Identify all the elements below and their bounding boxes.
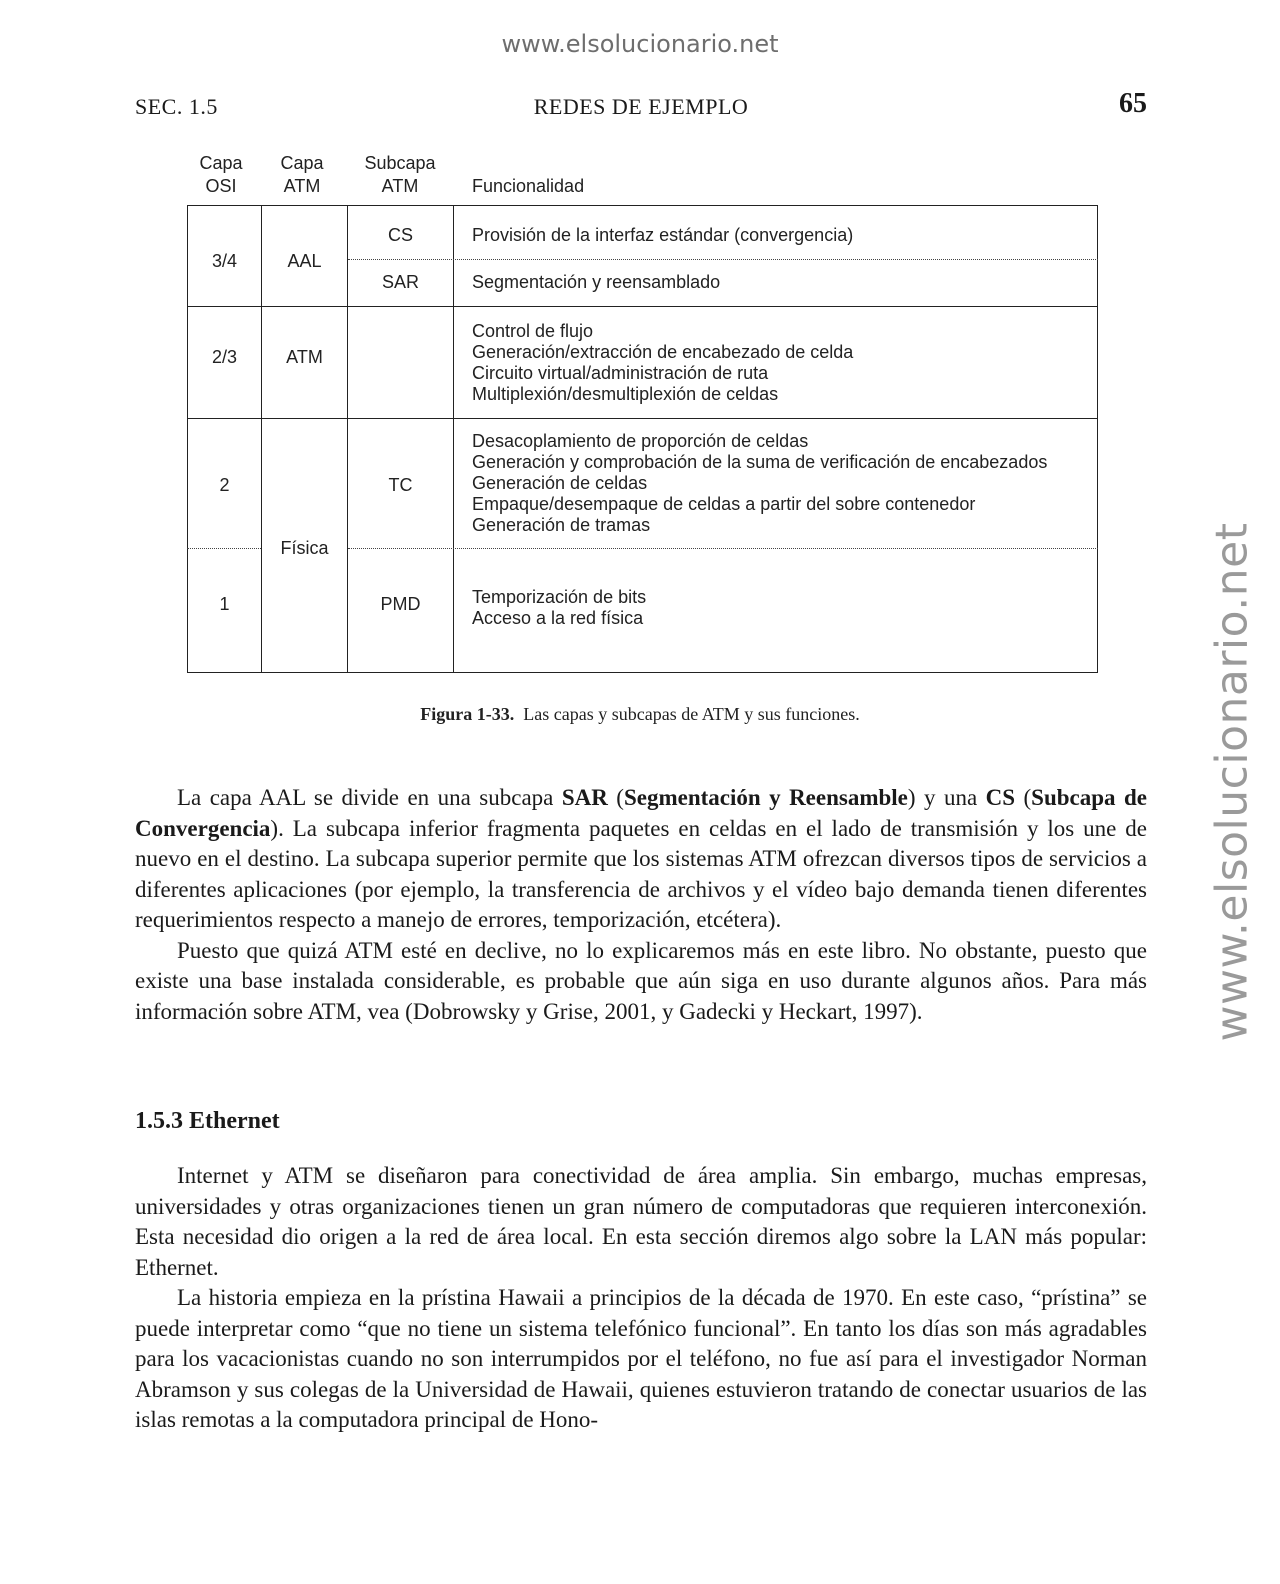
paragraph-hawaii-history: La historia empieza en la prístina Hawaii a principios de la década de 1970. En este caso, “prístina” se puede interpretar como “que no tiene un sistema telefónico funcional”. En tanto los días son más agradables para los vacacionistas cuando no son interrumpidos por el teléfono, no fue así para el investigador Norman Abramson y sus colegas de la Universidad de Hawaii, quienes estuvieron tratando de conectar usuarios de las islas remotas a la computadora principal de Hono- <box>135 1285 1147 1432</box>
table-col-divider-3 <box>453 205 454 673</box>
table-dotted-divider-phys <box>348 548 1098 549</box>
func-line: Generación y comprobación de la suma de verificación de encabezados <box>472 452 1048 472</box>
paragraph-aal <box>135 783 1147 936</box>
watermark-side: www.elsolucionario.net <box>1206 522 1258 1042</box>
cell-func-sar: Segmentación y reensamblado <box>472 272 721 292</box>
cell-func-pmd <box>472 587 646 629</box>
cell-osi-2: 2 <box>219 475 230 495</box>
p1-text-5: ). La subcapa inferior fragmenta paquetes en celdas en el lado de transmisión y los une de nuevo en el destino. La subcapa superior permite que los sistemas ATM ofrezcan diversos tipos de servicios a diferentes aplicaciones (por ejemplo, la transferencia de archivos y el vídeo bajo demanda tienen diferentes requerimientos respecto a manejo de errores, temporización, etcétera). <box>135 815 1147 932</box>
body-block-2 <box>135 1161 1147 1436</box>
func-line: Circuito virtual/administración de ruta <box>472 363 769 383</box>
table-dotted-divider-aal <box>348 259 1098 260</box>
table-row-divider-2 <box>187 418 1098 419</box>
p1-text-1: La capa AAL se divide en una subcapa <box>177 785 562 810</box>
running-head <box>135 90 1147 130</box>
header-capa-osi-line2: OSI <box>205 176 237 196</box>
p1-text-2: ( <box>607 785 624 810</box>
func-line: Temporización de bits <box>472 587 647 607</box>
term-sar-expansion: Segmentación y Reensamble <box>623 785 908 810</box>
func-line: Control de flujo <box>472 321 594 341</box>
header-capa-osi <box>186 152 256 198</box>
cell-atm-aal: AAL <box>287 251 322 271</box>
cell-atm-fisica: Física <box>280 538 329 558</box>
cell-sub-pmd: PMD <box>380 594 421 614</box>
func-line: Generación de tramas <box>472 515 651 535</box>
cell-sub-sar: SAR <box>381 272 419 292</box>
paragraph-atm-decline: Puesto que quizá ATM esté en declive, no lo explicaremos más en este libro. No obstante, puesto que existe una base instalada considerable, es probable que aún siga en uso durante algunos años. Para más información sobre ATM, vea (Dobrowsky y Grise, 2001, y Gadecki y Heckart, 1997). <box>135 937 1147 1024</box>
header-funcionalidad: Funcionalidad <box>472 176 585 196</box>
cell-osi-3-4: 3/4 <box>211 251 238 271</box>
func-line: Multiplexión/desmultiplexión de celdas <box>472 384 779 404</box>
cell-osi-2-3: 2/3 <box>211 347 238 367</box>
func-line: Generación/extracción de encabezado de celda <box>472 342 854 362</box>
p1-text-3: ) y una <box>907 785 986 810</box>
table-col-divider-1 <box>261 205 262 673</box>
header-subcapa-atm <box>350 152 450 198</box>
header-capa-atm-line2: ATM <box>283 176 321 196</box>
header-capa-osi-line1: Capa <box>199 153 243 173</box>
func-line: Desacoplamiento de proporción de celdas <box>472 431 809 451</box>
term-cs: CS <box>985 785 1016 810</box>
header-subcapa-atm-line1: Subcapa <box>364 153 436 173</box>
section-number: SEC. 1.5 <box>135 94 218 119</box>
figure-caption <box>0 704 1280 725</box>
figure-caption-text: Las capas y subcapas de ATM y sus funciones. <box>523 704 860 724</box>
body-block-1 <box>135 783 1147 1027</box>
page-number: 65 <box>1119 88 1147 119</box>
cell-func-cs: Provisión de la interfaz estándar (convergencia) <box>472 225 854 245</box>
cell-atm-atm: ATM <box>286 347 323 367</box>
term-sar: SAR <box>561 785 608 810</box>
cell-func-atm <box>472 321 853 405</box>
func-line: Acceso a la red física <box>472 608 644 628</box>
cell-sub-cs: CS <box>387 225 413 245</box>
header-capa-atm <box>262 152 342 198</box>
header-capa-atm-line1: Capa <box>280 153 324 173</box>
paragraph-ethernet-intro: Internet y ATM se diseñaron para conectividad de área amplia. Sin embargo, muchas empresas, universidades y otras organizaciones tienen un gran número de computadoras que requieren interconexión. Esta necesidad dio origen a la red de área local. En esta sección diremos algo sobre la LAN más popular: Ethernet. <box>135 1163 1147 1280</box>
section-heading-ethernet: 1.5.3 Ethernet <box>135 1108 280 1134</box>
watermark-top: www.elsolucionario.net <box>501 30 779 58</box>
table-row-divider-1 <box>187 306 1098 307</box>
cell-osi-1: 1 <box>219 594 230 614</box>
chapter-title: REDES DE EJEMPLO <box>533 94 749 119</box>
func-line: Empaque/desempaque de celdas a partir del sobre contenedor <box>472 494 976 514</box>
cell-sub-tc: TC <box>388 475 413 495</box>
func-line: Generación de celdas <box>472 473 648 493</box>
term-cs-expansion: Subcapa de Convergencia <box>135 785 1147 841</box>
figure-caption-label: Figura 1-33. <box>420 704 515 724</box>
cell-func-tc <box>472 431 1047 536</box>
header-subcapa-atm-line2: ATM <box>381 176 419 196</box>
p1-text-4: ( <box>1015 785 1032 810</box>
table-dotted-divider-osi <box>187 548 261 549</box>
